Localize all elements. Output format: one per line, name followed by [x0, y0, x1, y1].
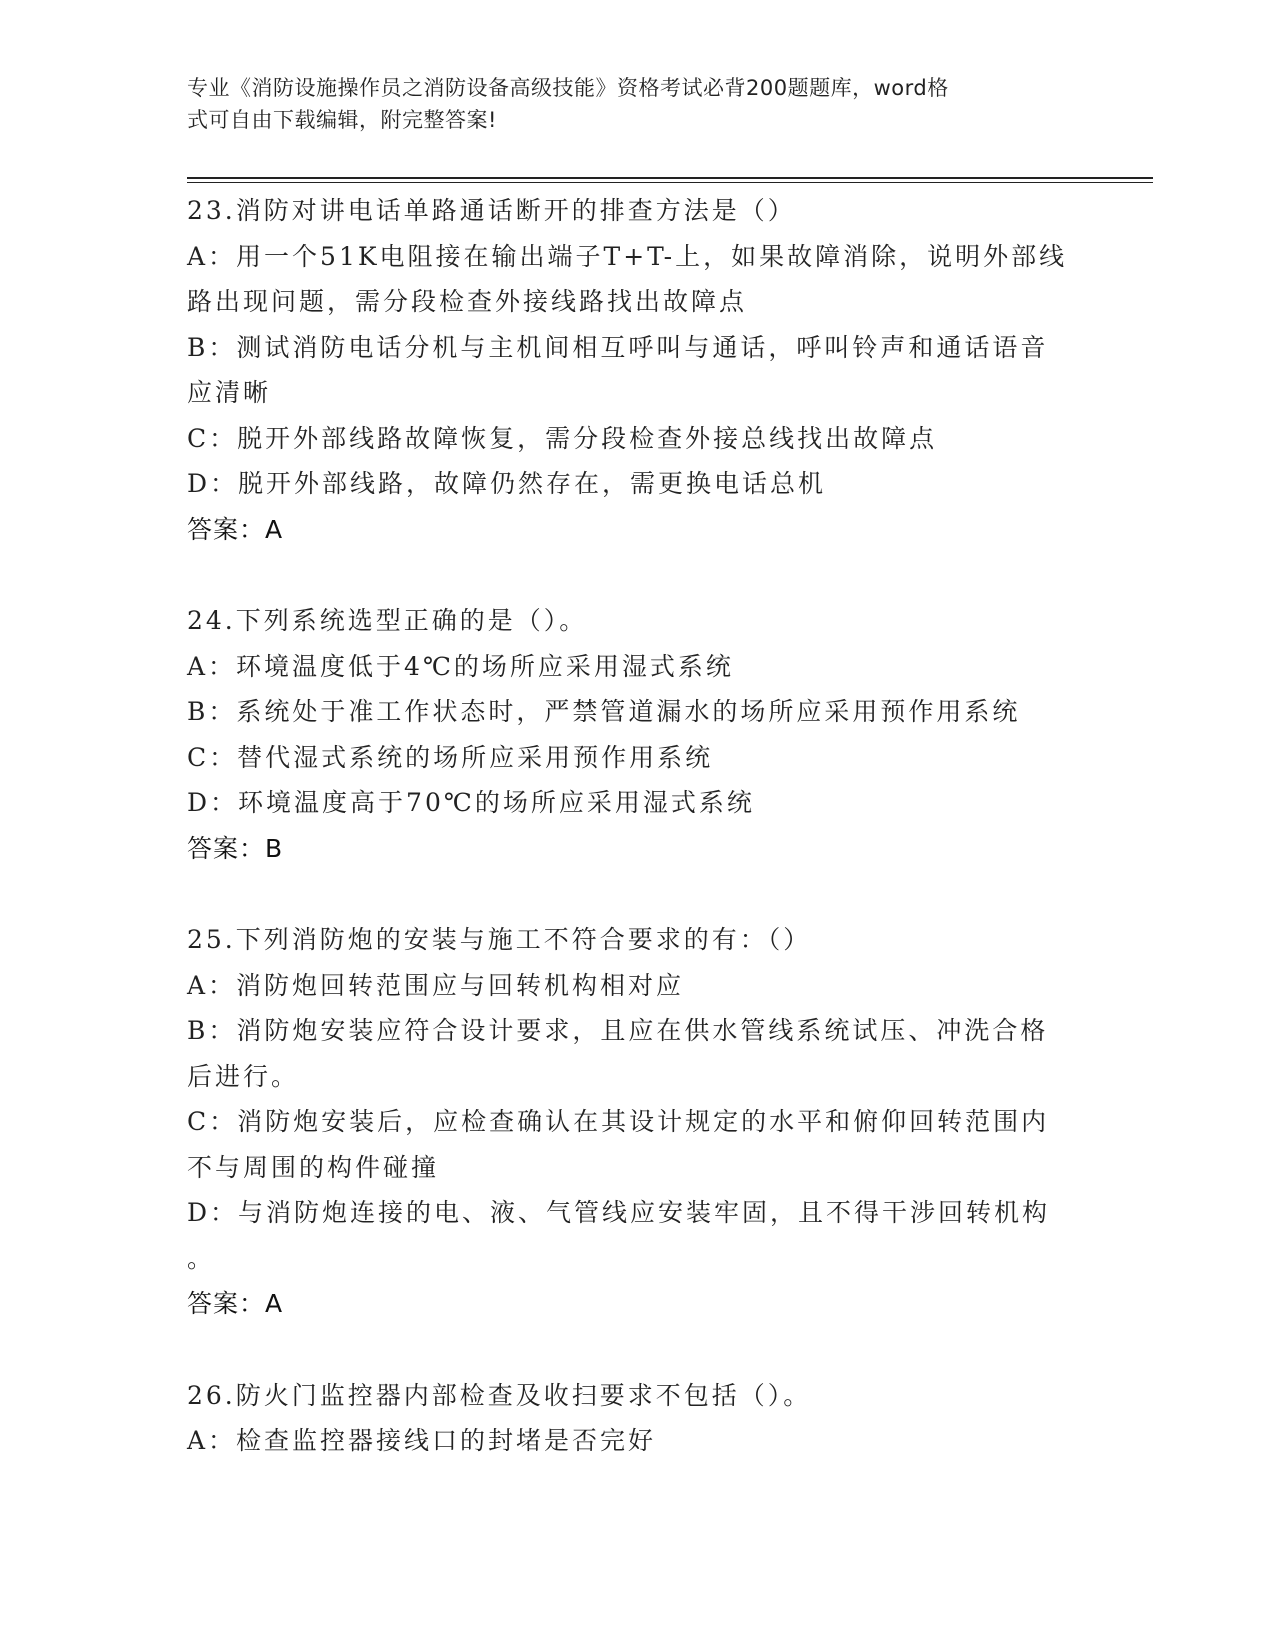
option-line: 不与周围的构件碰撞	[187, 1152, 440, 1182]
answer-label: 答案：A	[187, 1289, 284, 1318]
option-line: C：替代湿式系统的场所应采用预作用系统	[187, 742, 714, 772]
question-list	[187, 188, 1087, 1464]
option-line: B：系统处于准工作状态时，严禁管道漏水的场所应采用预作用系统	[187, 697, 1021, 726]
option-line: D：环境温度高于70℃的场所应采用湿式系统	[187, 788, 755, 817]
question-23	[187, 188, 1087, 552]
question-24	[187, 598, 1087, 871]
header-line-2: 式可自由下载编辑，附完整答案!	[187, 108, 497, 132]
question-stem: 25.下列消防炮的安装与施工不符合要求的有：（）	[187, 925, 812, 954]
document-header	[187, 72, 1067, 136]
header-line-1: 专业《消防设施操作员之消防设备高级技能》资格考试必背200题题库，word格	[187, 76, 949, 100]
header-divider-thick	[187, 177, 1153, 179]
option-line: B：消防炮安装应符合设计要求，且应在供水管线系统试压、冲洗合格	[187, 1016, 1049, 1045]
option-line: D：与消防炮连接的电、液、气管线应安装牢固，且不得干涉回转机构	[187, 1198, 1051, 1227]
option-line: 。	[187, 1243, 216, 1273]
question-26	[187, 1373, 1087, 1464]
option-line: C：消防炮安装后，应检查确认在其设计规定的水平和俯仰回转范围内	[187, 1107, 1050, 1136]
answer-label: 答案：A	[187, 514, 284, 544]
answer-label: 答案：B	[187, 833, 284, 863]
option-line: 路出现问题，需分段检查外接线路找出故障点	[187, 287, 748, 316]
option-line: D：脱开外部线路，故障仍然存在，需更换电话总机	[187, 469, 827, 498]
option-line: 应清晰	[187, 378, 272, 407]
question-stem: 26.防火门监控器内部检查及收扫要求不包括（）。	[187, 1380, 812, 1410]
option-line: A：用一个51K电阻接在输出端子T+T-上，如果故障消除，说明外部线	[187, 241, 1068, 271]
option-line: 后进行。	[187, 1061, 300, 1091]
option-line: A：消防炮回转范围应与回转机构相对应	[187, 970, 685, 1000]
option-line: A：检查监控器接线口的封堵是否完好	[187, 1426, 657, 1455]
option-line: A：环境温度低于4℃的场所应采用湿式系统	[187, 651, 734, 681]
question-stem: 23.消防对讲电话单路通话断开的排查方法是（）	[187, 196, 796, 225]
question-stem: 24.下列系统选型正确的是（）。	[187, 606, 588, 635]
question-25	[187, 917, 1087, 1327]
option-line: B：测试消防电话分机与主机间相互呼叫与通话，呼叫铃声和通话语音	[187, 332, 1049, 362]
header-divider-thin	[187, 182, 1153, 183]
option-line: C：脱开外部线路故障恢复，需分段检查外接总线找出故障点	[187, 423, 938, 453]
